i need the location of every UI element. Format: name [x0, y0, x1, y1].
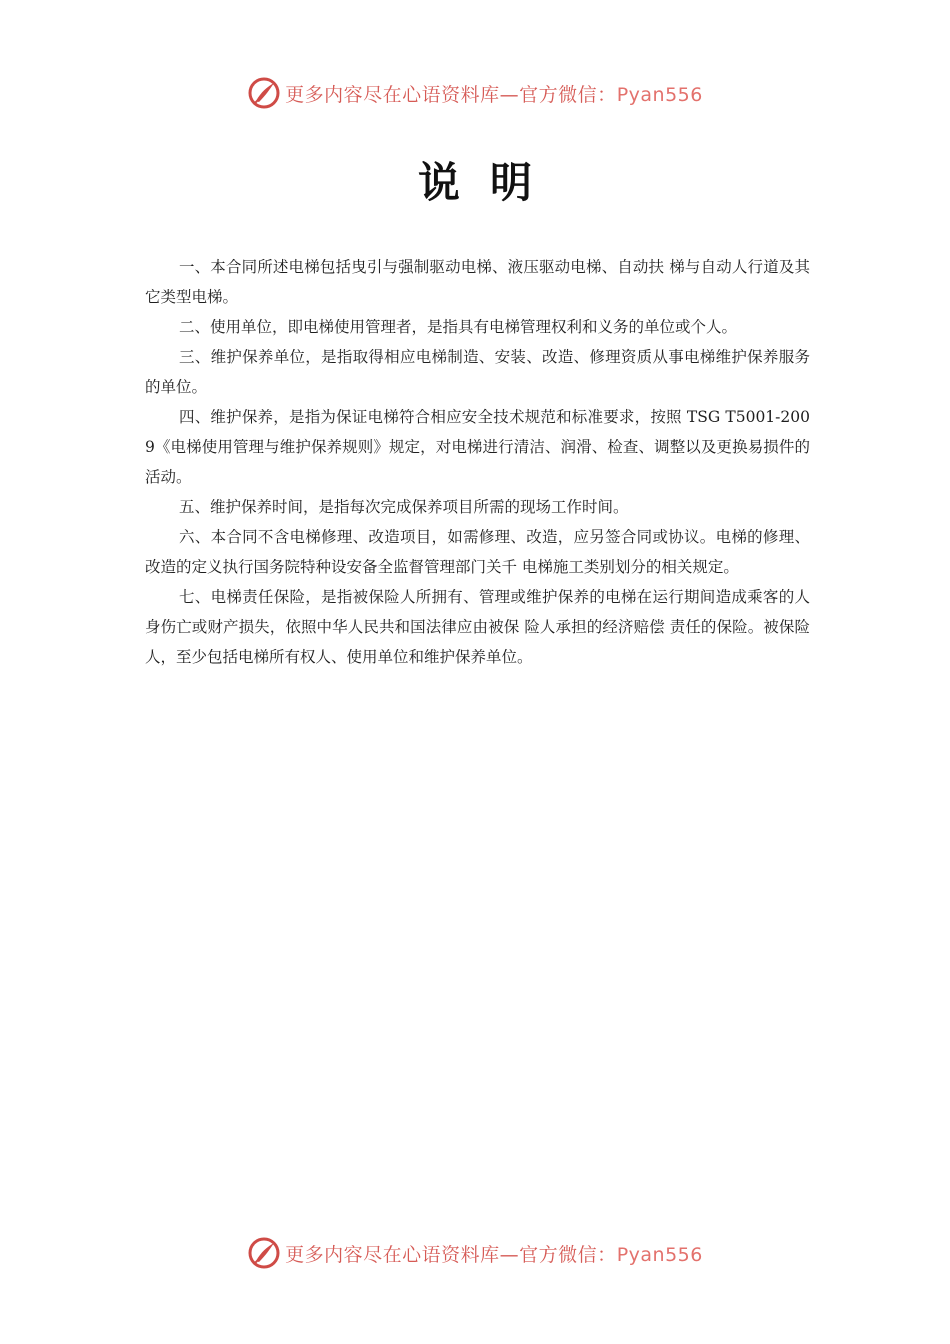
watermark-handle: Pyan556: [616, 83, 703, 106]
watermark-dash: —: [499, 1243, 520, 1266]
paragraph-2: 二、使用单位，即电梯使用管理者，是指具有电梯管理权利和义务的单位或个人。: [179, 318, 738, 336]
paragraph-4: 四、维护保养，是指为保证电梯符合相应安全技术规范和标准要求，按照 TSG T5001-2009《电梯使用管理与维护保养规则》规定，对电梯进行清洁、润滑、检查、调整以及更换易损件的活动。: [145, 408, 810, 486]
watermark-main: 更多内容尽在心语资料库: [285, 1243, 500, 1266]
paragraph-3: 三、维护保养单位，是指取得相应电梯制造、安装、改造、修理资质从事电梯维护保养服务的单位。: [145, 348, 810, 396]
watermark-text: [285, 1240, 703, 1267]
watermark-official: 官方微信：: [519, 1243, 617, 1266]
header-watermark: [0, 73, 950, 113]
watermark-dash: —: [499, 83, 520, 106]
footer-watermark: [0, 1233, 950, 1273]
watermark-text: [285, 80, 703, 107]
watermark-main: 更多内容尽在心语资料库: [285, 83, 500, 106]
watermark-handle: Pyan556: [616, 1243, 703, 1266]
paragraph-6: 六、本合同不含电梯修理、改造项目，如需修理、改造，应另签合同或协议。电梯的修理、改造的定义执行国务院特种设安备全监督管理部门关千 电梯施工类别划分的相关规定。: [145, 528, 810, 576]
document-title: 说明: [417, 158, 562, 207]
document-body: [145, 252, 810, 672]
quill-logo-icon: [247, 1236, 281, 1270]
paragraph-5: 五、维护保养时间，是指每次完成保养项目所需的现场工作时间。: [179, 498, 629, 516]
quill-logo-icon: [247, 76, 281, 110]
paragraph-7: 七、电梯责任保险，是指被保险人所拥有、管理或维护保养的电梯在运行期间造成乘客的人身伤亡或财产损失，依照中华人民共和国法律应由被保 险人承担的经济赔偿 责任的保险。被保险人，至少包括电梯所有权人、使用单位和维护保养单位。: [145, 588, 810, 666]
watermark-official: 官方微信：: [519, 83, 617, 106]
paragraph-1: 一、本合同所述电梯包括曳引与强制驱动电梯、液压驱动电梯、自动扶 梯与自动人行道及其它类型电梯。: [145, 258, 810, 306]
